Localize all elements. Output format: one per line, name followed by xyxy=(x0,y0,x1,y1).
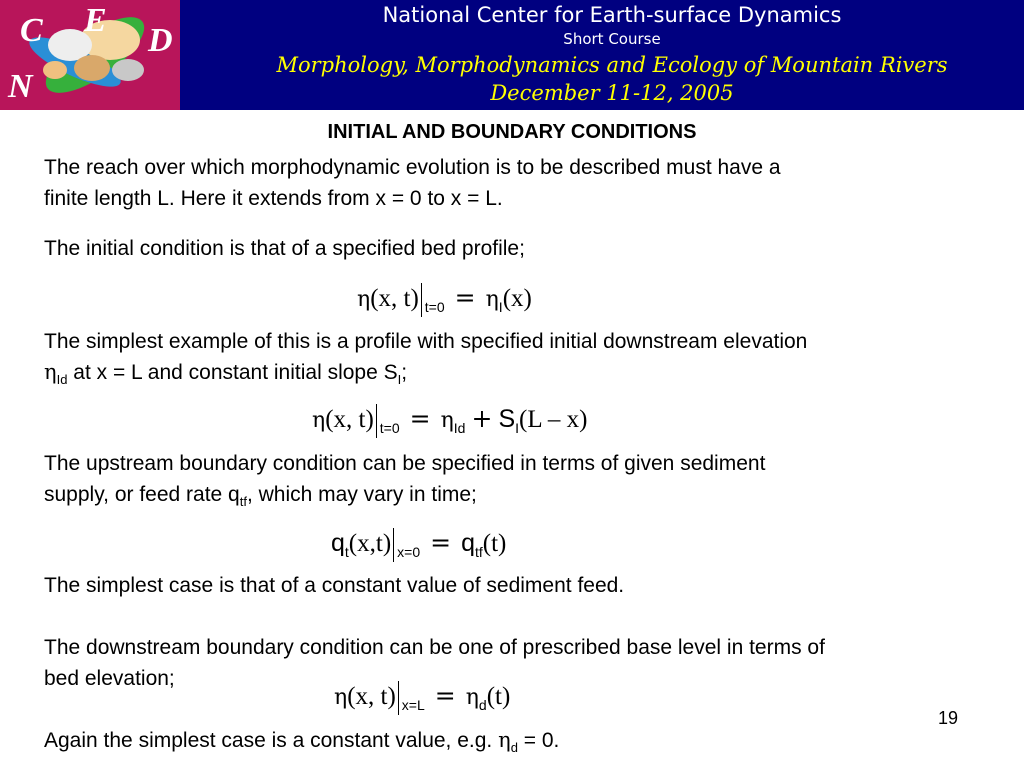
eq1-eval-sub: t=0 xyxy=(424,299,445,315)
p3-sub-id: Id xyxy=(56,372,68,388)
eq4-eval-sub: x=L xyxy=(401,697,425,713)
eq3-q-sub: t xyxy=(344,544,349,560)
eq1-rhs-eta: η xyxy=(485,287,499,312)
p3-mid: at x = L and constant initial slope S xyxy=(67,361,398,384)
header-banner xyxy=(0,0,1024,110)
equation-upstream-feed xyxy=(331,528,506,562)
eq1-args: (x, t) xyxy=(370,285,419,312)
p7-eta: η xyxy=(498,728,511,752)
eq2-plus: + xyxy=(471,404,493,433)
paragraph-downstream-line2: bed elevation; xyxy=(44,667,175,690)
eq4-equals: = xyxy=(434,681,456,710)
p3-end: ; xyxy=(401,361,408,384)
eq3-args: (x,t) xyxy=(348,530,392,557)
p3-eta: η xyxy=(44,360,57,384)
logo-letter-d: D xyxy=(148,22,173,59)
eq2-slope-sub: I xyxy=(515,420,520,436)
ncd-logo xyxy=(0,0,180,110)
eq2-args: (x, t) xyxy=(325,406,374,433)
p7-text-a: Again the simplest case is a constant value, e.g. xyxy=(44,729,499,752)
header-course: Short Course xyxy=(563,30,661,48)
equation-initial-condition xyxy=(357,283,532,317)
eq3-eval-bar xyxy=(393,528,394,562)
paragraph-constant-feed: The simplest case is that of a constant value of sediment feed. xyxy=(44,574,625,597)
paragraph-upstream-line2 xyxy=(44,479,1004,517)
paragraph-simplest-example-line2 xyxy=(44,357,1004,395)
paragraph-downstream-line1: The downstream boundary condition can be one of prescribed base level in terms of xyxy=(44,636,825,659)
equation-downstream-base-level xyxy=(334,681,510,715)
paragraph-initial-condition: The initial condition is that of a specified bed profile; xyxy=(44,237,525,260)
header-date: December 11-12, 2005 xyxy=(490,81,734,105)
eq2-rhs-sub: Id xyxy=(453,420,466,436)
eq3-equals: = xyxy=(430,528,452,557)
logo-letter-n: N xyxy=(8,68,33,105)
header-course-title: Morphology, Morphodynamics and Ecology of Mountain Rivers xyxy=(276,53,948,77)
p7-text-b: = 0. xyxy=(517,729,560,752)
paragraph-again-constant xyxy=(44,725,1004,763)
p7-sub-d: d xyxy=(510,740,518,756)
eq2-rhs-eta: η xyxy=(440,408,454,433)
logo-letter-e: E xyxy=(84,2,107,39)
eq1-equals: = xyxy=(454,283,476,312)
eq1-rhs-sub: I xyxy=(498,299,503,315)
p4-text-a: supply, or feed rate q xyxy=(44,483,240,506)
p3-sub-i: I xyxy=(397,372,402,388)
eq2-eta: η xyxy=(312,408,326,433)
paragraph-upstream-line1: The upstream boundary condition can be specified in terms of given sediment xyxy=(44,452,766,475)
paragraph-reach-line2: finite length L. Here it extends from x = 0 to x = L. xyxy=(44,187,503,210)
eq4-args: (x, t) xyxy=(347,683,396,710)
p4-text-b: , which may vary in time; xyxy=(246,483,477,506)
paragraph-simplest-example-line1: The simplest example of this is a profile with specified initial downstream elevation xyxy=(44,330,808,353)
eq4-rhs-args: (t) xyxy=(486,683,511,710)
eq3-q: q xyxy=(331,529,345,557)
slide-heading: INITIAL AND BOUNDARY CONDITIONS xyxy=(327,121,697,143)
eq1-eval-bar xyxy=(421,283,422,317)
eq4-rhs-eta: η xyxy=(465,685,479,710)
eq2-slope: S xyxy=(498,405,516,433)
eq2-eval-bar xyxy=(376,404,377,438)
eq2-rest: (L – x) xyxy=(519,406,588,433)
eq1-rhs-args: (x) xyxy=(502,285,532,312)
paragraph-reach-line1: The reach over which morphodynamic evolution is to be described must have a xyxy=(44,156,781,179)
logo-letter-c: C xyxy=(20,12,43,49)
header-org: National Center for Earth-surface Dynamics xyxy=(382,3,842,27)
eq2-eval-sub: t=0 xyxy=(379,420,400,436)
eq4-eta: η xyxy=(334,685,348,710)
eq4-eval-bar xyxy=(398,681,399,715)
eq3-rhs-args: (t) xyxy=(482,530,507,557)
equation-initial-profile xyxy=(312,404,588,438)
eq2-equals: = xyxy=(409,404,431,433)
page-number: 19 xyxy=(938,708,959,728)
p4-sub-tf: tf xyxy=(239,494,247,510)
eq3-rhs-q: q xyxy=(461,529,475,557)
eq4-rhs-sub: d xyxy=(478,697,487,713)
eq3-rhs-sub: tf xyxy=(474,544,483,560)
eq1-eta: η xyxy=(357,287,371,312)
eq3-eval-sub: x=0 xyxy=(397,544,421,560)
